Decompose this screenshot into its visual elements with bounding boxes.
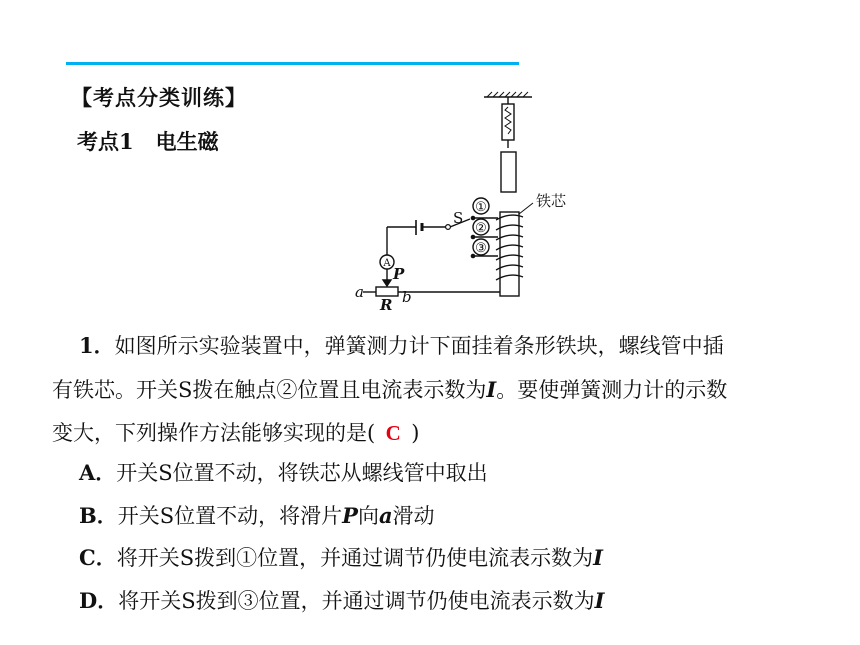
switch-label: S xyxy=(453,209,464,227)
question-number: 1． xyxy=(79,333,115,358)
spring-coil xyxy=(505,107,511,134)
ceiling-hatch xyxy=(487,92,528,97)
answer-letter: C xyxy=(385,421,401,445)
core-label: 铁芯 xyxy=(536,192,567,210)
rheostat-body xyxy=(376,287,398,296)
header-accent-line xyxy=(66,62,519,65)
contact-1-label: ① xyxy=(475,200,487,215)
end-b-label: b xyxy=(402,288,412,306)
option-a: A．开关S位置不动，将铁芯从螺线管中取出 xyxy=(79,460,488,485)
slider-arrow xyxy=(383,280,391,286)
option-b: B．开关S位置不动，将滑片P向a滑动 xyxy=(79,502,435,528)
end-a-label: a xyxy=(355,283,364,301)
section-title: 【考点分类训练】 xyxy=(71,85,247,110)
question-line-3: 变大，下列操作方法能够实现的是( C ) xyxy=(52,412,832,455)
rheostat-label: R xyxy=(380,296,393,312)
contact-2-label: ② xyxy=(475,221,487,236)
topic-heading xyxy=(77,126,219,156)
iron-bar xyxy=(501,152,516,192)
question-text xyxy=(52,324,832,455)
current-symbol: I xyxy=(486,377,497,402)
electromagnet-circuit-diagram xyxy=(352,90,582,312)
switch-pivot xyxy=(446,225,451,230)
contact-3-label: ③ xyxy=(475,241,487,256)
question-line-2: 有铁芯。开关S拨在触点②位置且电流表示数为I。要使弹簧测力计的示数 xyxy=(52,377,728,402)
slider-label: P xyxy=(393,265,405,283)
spring-scale-body xyxy=(502,104,514,140)
ammeter-label: A xyxy=(383,258,391,269)
iron-core xyxy=(500,212,519,296)
option-c: C．将开关S拨到①位置，并通过调节仍使电流表示数为I xyxy=(79,545,603,570)
answer-options xyxy=(79,452,604,622)
question-line-1: 1．如图所示实验装置中，弹簧测力计下面挂着条形铁块，螺线管中插 xyxy=(79,333,724,358)
topic-name: 电生磁 xyxy=(155,129,219,154)
topic-label: 考点1 xyxy=(77,129,134,154)
option-d: D．将开关S拨到③位置，并通过调节仍使电流表示数为I xyxy=(79,587,605,613)
